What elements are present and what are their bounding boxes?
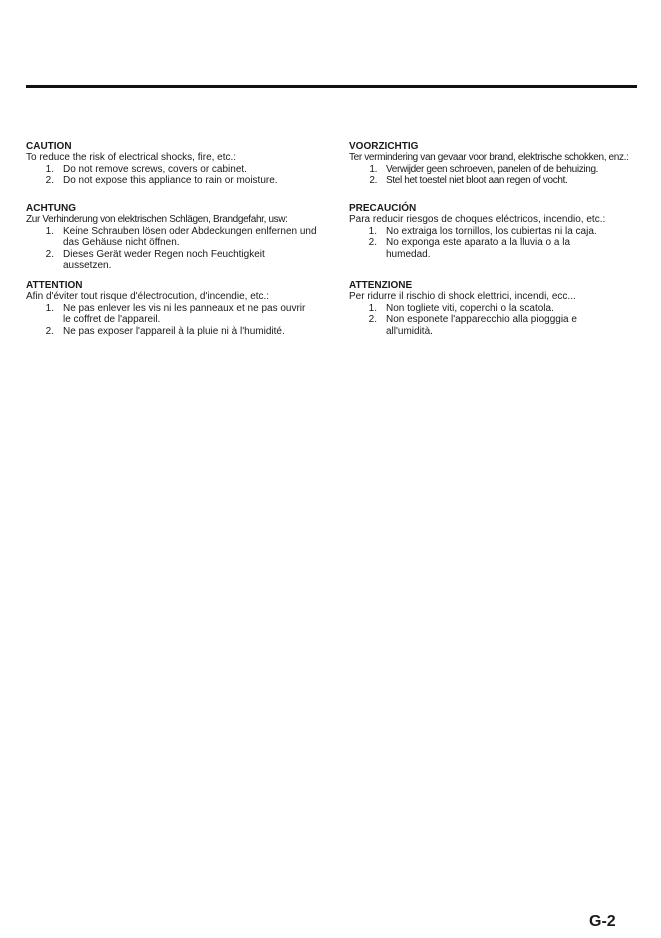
- list-item: [349, 237, 649, 260]
- item-text: Do not remove screws, covers or cabinet.: [63, 163, 247, 175]
- item-number: 2.: [45, 175, 54, 187]
- list-item: [26, 175, 326, 186]
- section-intro: To reduce the risk of electrical shocks, fire, etc.:: [26, 152, 237, 164]
- item-number: 2.: [368, 314, 377, 326]
- item-text: Ne pas enlever les vis ni les panneaux et ne pas ouvrir le coffret de l'appareil.: [63, 302, 306, 326]
- section-caution: [26, 141, 326, 187]
- item-text: Stel het toestel niet bloot aan regen of vocht.: [386, 175, 568, 187]
- item-number: 2.: [368, 237, 377, 249]
- list-item: [26, 226, 321, 249]
- item-number: 1.: [45, 163, 54, 175]
- page-number: G-2: [589, 913, 616, 930]
- section-voorzichtig: [349, 141, 629, 187]
- item-text: Non esponete l'apparecchio alla piogggia e all'umidità.: [386, 314, 577, 337]
- list-item: [349, 303, 649, 314]
- list-item: [349, 164, 629, 175]
- item-text: Verwijder geen schroeven, panelen of de behuizing.: [386, 163, 599, 175]
- item-number: 1.: [368, 302, 377, 314]
- section-intro: Para reducir riesgos de choques eléctricos, incendio, etc.:: [349, 214, 606, 226]
- section-title: ATTENTION: [26, 280, 83, 291]
- item-text: No exponga este aparato a la lluvia o a la humedad.: [386, 237, 571, 260]
- section-title: ACHTUNG: [26, 203, 76, 214]
- list-item: [349, 226, 649, 237]
- list-item: [26, 249, 321, 272]
- item-number: 1.: [369, 163, 377, 175]
- list-item: [349, 175, 629, 186]
- section-intro: Ter vermindering van gevaar voor brand, elektrische schokken, enz.:: [349, 152, 629, 164]
- header-rule: [26, 85, 637, 88]
- list-item: [26, 164, 326, 175]
- item-number: 2.: [369, 175, 377, 187]
- section-title: ATTENZIONE: [349, 280, 413, 291]
- item-text: No extraiga los tornillos, los cubiertas ni la caja.: [386, 225, 597, 237]
- item-number: 1.: [45, 302, 54, 314]
- section-intro: Afin d'éviter tout risque d'électrocution, d'incendie, etc.:: [26, 291, 270, 303]
- item-number: 2.: [45, 248, 54, 260]
- item-text: Non togliete viti, coperchi o la scatola.: [386, 302, 554, 314]
- section-achtung: [26, 203, 321, 271]
- item-number: 1.: [45, 225, 54, 237]
- section-title: PRECAUCIÓN: [349, 203, 417, 214]
- section-intro: Per ridurre il rischio di shock elettrici, incendi, ecc...: [349, 291, 576, 303]
- item-number: 2.: [45, 325, 54, 337]
- item-text: Do not expose this appliance to rain or moisture.: [63, 175, 278, 187]
- section-title: VOORZICHTIG: [349, 141, 419, 152]
- section-title: CAUTION: [26, 141, 72, 152]
- item-number: 1.: [368, 225, 377, 237]
- list-item: [349, 314, 649, 337]
- section-attention: [26, 280, 326, 337]
- item-text: Ne pas exposer l'appareil à la pluie ni à l'humidité.: [63, 325, 285, 337]
- item-text: Keine Schrauben lösen oder Abdeckungen enlfernen und das Gehäuse nicht öffnen.: [63, 225, 317, 249]
- section-intro: Zur Verhinderung von elektrischen Schlägen, Brandgefahr, usw:: [26, 214, 288, 226]
- section-attenzione: [349, 280, 649, 337]
- list-item: [26, 303, 326, 326]
- item-text: Dieses Gerät weder Regen noch Feuchtigkeit aussetzen.: [63, 248, 265, 272]
- section-precaucion: [349, 203, 649, 260]
- list-item: [26, 326, 326, 337]
